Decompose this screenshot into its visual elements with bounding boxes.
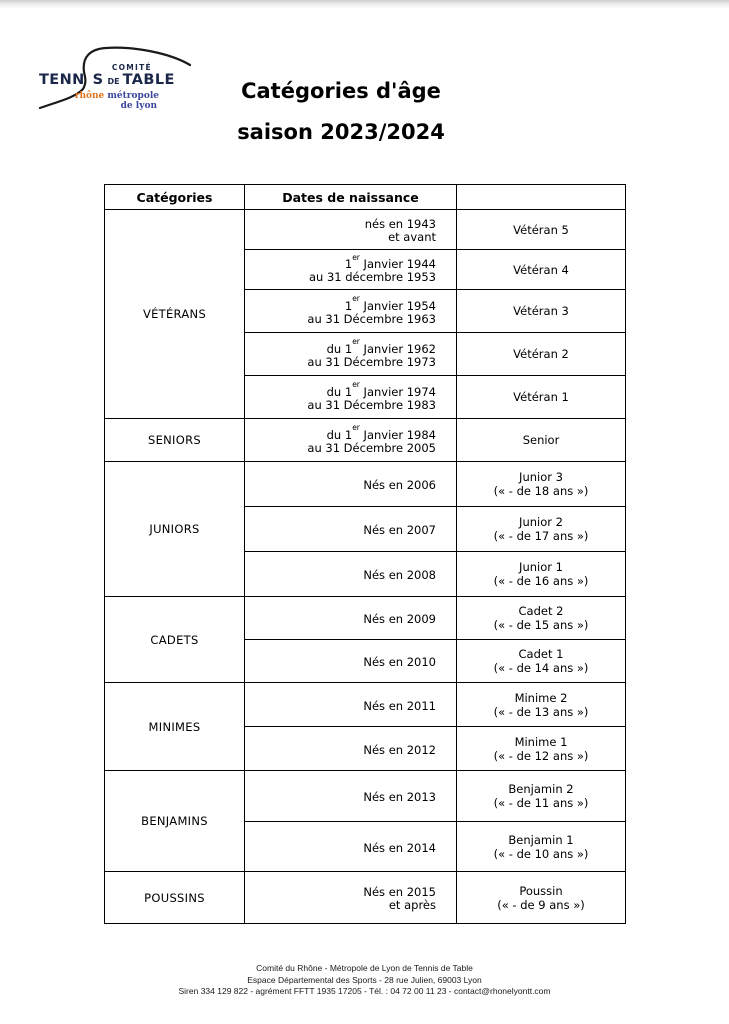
date-text: Nés en 2009	[363, 612, 436, 627]
date-superscript: er	[352, 380, 360, 390]
date-text: nés en 1943	[364, 216, 436, 231]
category-sublabel: (« - de 18 ans »)	[493, 484, 589, 498]
date-text: du 1	[326, 427, 353, 442]
date-text: Nés en 2007	[363, 523, 436, 538]
logo-comite-text: COMITÉ	[111, 63, 152, 72]
label-cell	[457, 462, 626, 507]
category-label: Vétéran 3	[513, 304, 569, 318]
date-text: Nés en 2013	[363, 790, 436, 805]
category-label: Senior	[522, 433, 560, 447]
table-row	[105, 771, 626, 822]
logo-tennis-text: TENN	[39, 72, 85, 88]
date-superscript: er	[352, 294, 360, 304]
category-label: Benjamin 1	[508, 832, 574, 847]
date-text: Nés en 2014	[363, 840, 436, 855]
date-text-line2: et après	[388, 898, 436, 913]
date-text: Nés en 2008	[363, 568, 436, 583]
title-line1: Catégories d'âge	[241, 79, 441, 103]
date-text: du 1	[326, 341, 353, 356]
category-label: Vétéran 4	[513, 262, 569, 277]
date-text-line2: au 31 Décembre 1973	[307, 354, 436, 369]
date-cell	[245, 597, 457, 640]
label-cell	[457, 552, 626, 597]
date-cell	[245, 376, 457, 419]
date-cell	[245, 640, 457, 683]
category-label: Junior 3	[519, 470, 563, 484]
category-cell: JUNIORS	[105, 462, 245, 597]
logo-subtitle2: de lyon	[120, 101, 157, 111]
date-cell	[245, 290, 457, 333]
label-cell	[457, 727, 626, 771]
category-cell: CADETS	[105, 597, 245, 683]
date-cell	[245, 507, 457, 552]
page-title	[0, 79, 682, 144]
title-line2: saison 2023/2024	[237, 120, 445, 144]
table-row	[105, 872, 626, 924]
date-text: Janvier 1944	[359, 256, 436, 271]
date-text: 1	[344, 256, 353, 271]
label-cell	[457, 597, 626, 640]
category-label: Cadet 2	[518, 604, 564, 618]
label-cell	[457, 419, 626, 462]
category-cell: POUSSINS	[105, 872, 245, 924]
date-cell	[245, 872, 457, 924]
category-sublabel: (« - de 12 ans »)	[493, 748, 589, 763]
category-cell: BENJAMINS	[105, 771, 245, 872]
date-cell	[245, 210, 457, 250]
label-cell	[457, 290, 626, 333]
footer-line2: Espace Départemental des Sports - 28 rue Julien, 69003 Lyon	[247, 974, 482, 985]
category-label: Vétéran 2	[513, 347, 569, 361]
label-cell	[457, 376, 626, 419]
label-cell	[457, 640, 626, 683]
category-label: Cadet 1	[518, 647, 564, 661]
date-cell	[245, 822, 457, 872]
table-row	[105, 419, 626, 462]
category-label: Junior 2	[519, 515, 563, 529]
table-header-row	[105, 185, 626, 210]
date-superscript: er	[352, 337, 360, 347]
category-sublabel: (« - de 15 ans »)	[493, 618, 589, 632]
date-superscript: er	[352, 252, 360, 262]
date-text: du 1	[326, 384, 353, 399]
date-text-line2: au 31 Décembre 2005	[307, 440, 436, 455]
label-cell	[457, 250, 626, 290]
date-text: Janvier 1962	[359, 341, 436, 356]
page-top-shadow	[0, 0, 729, 9]
category-sublabel: (« - de 16 ans »)	[493, 574, 589, 588]
category-sublabel: (« - de 10 ans »)	[493, 846, 589, 861]
logo-metropole-text: métropole	[104, 91, 159, 101]
page-footer	[0, 963, 729, 998]
header-empty	[457, 185, 626, 210]
date-superscript: er	[352, 423, 360, 433]
header-dates: Dates de naissance	[245, 185, 457, 210]
date-cell	[245, 552, 457, 597]
categories-table	[104, 184, 626, 924]
category-label: Benjamin 2	[508, 782, 574, 796]
category-sublabel: (« - de 14 ans »)	[493, 661, 589, 675]
date-text-line2: au 31 Décembre 1963	[307, 311, 436, 326]
date-cell	[245, 771, 457, 822]
date-text-line2: et avant	[388, 230, 436, 245]
date-text: Nés en 2010	[363, 655, 436, 670]
table-row	[105, 597, 626, 640]
date-cell	[245, 419, 457, 462]
date-text-line2: au 31 décembre 1953	[308, 270, 436, 285]
category-sublabel: (« - de 9 ans »)	[497, 897, 585, 912]
category-cell: MINIMES	[105, 683, 245, 771]
footer-line3: Siren 334 129 822 - agrément FFTT 1935 17205 - Tél. : 04 72 00 11 23 - contact@rhonelyontt.com	[178, 986, 551, 997]
date-text: Nés en 2012	[363, 742, 436, 757]
logo-s-text: S	[92, 72, 104, 88]
date-cell	[245, 462, 457, 507]
label-cell	[457, 210, 626, 250]
date-text-line2: au 31 Décembre 1983	[307, 397, 436, 412]
table-row	[105, 210, 626, 250]
date-text: Nés en 2006	[363, 478, 436, 493]
label-cell	[457, 683, 626, 727]
date-cell	[245, 727, 457, 771]
category-sublabel: (« - de 17 ans »)	[493, 529, 589, 543]
table-row	[105, 683, 626, 727]
logo-table-text: TABLE	[122, 72, 175, 88]
category-cell: SENIORS	[105, 419, 245, 462]
category-label: Minime 2	[514, 690, 568, 705]
category-cell: VÉTÉRANS	[105, 210, 245, 419]
footer-line1: Comité du Rhône - Métropole de Lyon de Tennis de Table	[256, 963, 473, 973]
date-text: Janvier 1984	[359, 427, 436, 442]
date-text: Nés en 2011	[363, 698, 436, 713]
label-cell	[457, 872, 626, 924]
date-text: Nés en 2015	[363, 884, 436, 899]
category-label: Poussin	[519, 883, 563, 898]
date-cell	[245, 250, 457, 290]
date-cell	[245, 683, 457, 727]
category-label: Vétéran 1	[513, 390, 569, 404]
date-text: 1	[344, 298, 353, 313]
category-label: Junior 1	[519, 560, 563, 574]
date-text: Janvier 1954	[359, 298, 436, 313]
category-label: Minime 1	[514, 734, 568, 749]
label-cell	[457, 507, 626, 552]
logo-rhone-text: rhône	[74, 91, 105, 101]
logo-de-text: DE	[107, 77, 120, 86]
label-cell	[457, 822, 626, 872]
date-cell	[245, 333, 457, 376]
category-label: Vétéran 5	[513, 222, 569, 237]
header-categories: Catégories	[105, 185, 245, 210]
date-text: Janvier 1974	[359, 384, 436, 399]
category-sublabel: (« - de 11 ans »)	[493, 796, 589, 810]
table-row	[105, 462, 626, 507]
label-cell	[457, 771, 626, 822]
label-cell	[457, 333, 626, 376]
category-sublabel: (« - de 13 ans »)	[493, 704, 589, 719]
